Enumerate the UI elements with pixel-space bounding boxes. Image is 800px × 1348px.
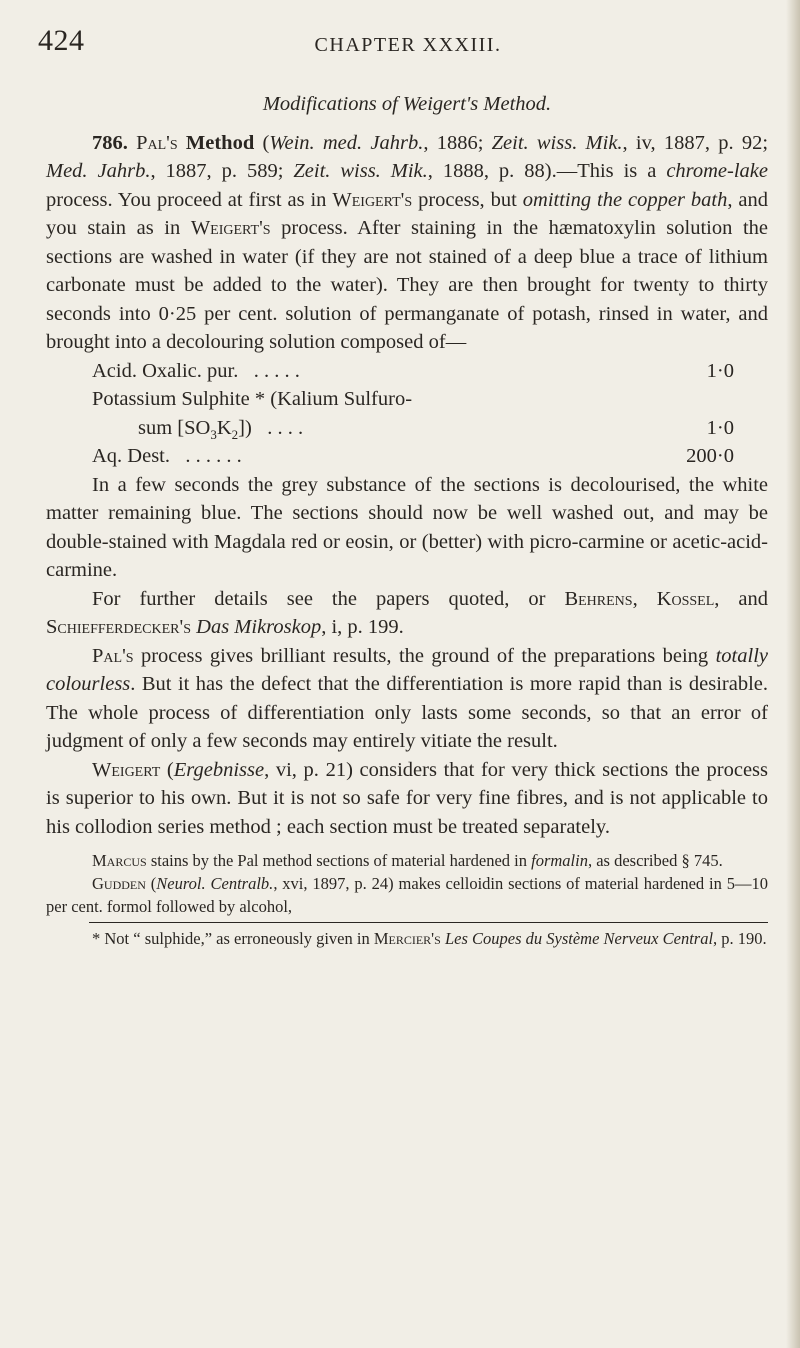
ingredient-label: Aq. Dest. xyxy=(92,445,171,467)
page-header xyxy=(38,24,778,60)
paragraph-weigert xyxy=(46,756,768,842)
recipe-quantity: 1·0 xyxy=(706,359,734,382)
recipe-row xyxy=(46,357,768,386)
emphasis: omitting the copper bath xyxy=(522,188,728,211)
citation: Zeit. wiss. Mik. xyxy=(293,160,428,182)
author-mercier: Mercier's xyxy=(373,929,441,948)
citation: Neurol. Centralb. xyxy=(156,874,274,893)
paragraph-decolourised: In a few seconds the grey substance of the sections is decolourised, the white matter remaining blue. The sections should now be well washed out, and may be double-stained with Magdala red or eosin, or (better) with picro-carmine or acetic-acid-carmine. xyxy=(46,473,768,581)
emphasis: chrome-lake xyxy=(666,160,769,182)
citation: Med. Jahrb. xyxy=(46,160,151,182)
author-pal: Pal's xyxy=(92,644,134,667)
emphasis: totally colourless xyxy=(46,644,768,695)
page-body xyxy=(46,90,768,950)
text-fragment: , 1886; xyxy=(423,131,492,154)
formula-part: ]) xyxy=(238,416,252,439)
text-fragment: , and xyxy=(714,587,768,610)
page-gutter-shadow xyxy=(786,0,800,1348)
citation: Zeit. wiss. Mik. xyxy=(491,131,623,154)
page-number: 424 xyxy=(38,24,85,57)
text-fragment: , xyxy=(632,587,657,610)
text-fragment: . But it has the defect that the differentiation is more rapid than is desirable. The whole process of differentiation only lasts some seconds, so that an error of judgment of only a few seconds may entirely vitiate the result. xyxy=(46,673,768,752)
recipe-ingredient: Potassium Sulphite * (Kalium Sulfuro- xyxy=(92,388,413,410)
recipe-quantity: 1·0 xyxy=(706,416,734,439)
recipe-ingredient xyxy=(92,442,242,471)
formula-part: sum [SO xyxy=(138,416,211,439)
text-fragment: process gives brilliant results, the ground of the preparations being xyxy=(133,644,716,667)
recipe-ingredient xyxy=(92,357,300,386)
paragraph-786 xyxy=(46,129,768,357)
formula-part: K xyxy=(216,416,232,439)
text-fragment: * Not “ sulphide,” as erroneously given in xyxy=(92,929,374,948)
text-fragment: , as described § 745. xyxy=(587,851,723,870)
method-label: Method xyxy=(185,131,255,154)
text-fragment: , p. 190. xyxy=(713,929,767,948)
text-fragment: process, but xyxy=(412,188,523,211)
recipe-row xyxy=(46,385,768,414)
text-fragment: stains by the Pal method sections of material hardened in xyxy=(146,851,532,870)
text-fragment: ( xyxy=(262,131,270,154)
recipe-table xyxy=(46,357,768,471)
author-weigert: Weigert's xyxy=(332,188,413,211)
author-marcus: Marcus xyxy=(92,851,147,870)
author-pal: Pal's xyxy=(136,131,178,154)
chapter-heading: CHAPTER XXXIII. xyxy=(314,34,502,56)
leader-dots: . . . . . . xyxy=(185,445,242,467)
leader-dots: . . . . . xyxy=(253,359,300,382)
leader-dots: . . . . xyxy=(267,416,304,439)
author-schiefferdecker: Schiefferdecker's xyxy=(46,616,192,638)
ingredient-label: Acid. Oxalic. pur. xyxy=(92,359,239,382)
section-number: 786. xyxy=(92,131,128,154)
book-title: Das Mikroskop xyxy=(196,616,322,638)
citation: Ergebnisse xyxy=(173,758,265,781)
section-subtitle: Modifications of Weigert's Method. xyxy=(262,93,552,115)
small-print-section xyxy=(46,849,768,950)
formula-subscript: 2 xyxy=(231,426,239,442)
author-weigert: Weigert's xyxy=(190,217,271,239)
text-fragment: , vi, p. 21) considers that for very thick sections the process is superior to his own. But it is not so safe for very fine fibres, and is not applicable to his collodion series method ; each section must be treated separately. xyxy=(46,758,769,838)
text-fragment: , iv, 1887, p. 92; xyxy=(622,131,769,154)
recipe-row xyxy=(46,414,768,443)
book-title: Les Coupes du Système Nerveux Central xyxy=(444,929,714,948)
footnote xyxy=(46,927,768,950)
text-fragment: , xvi, 1897, p. 24) makes celloidin sections of material hardened in 5—10 per cent. formol followed by alcohol, xyxy=(46,874,769,916)
paragraph-pal-process xyxy=(46,642,768,756)
recipe-quantity: 200·0 xyxy=(686,445,734,467)
author-behrens: Behrens xyxy=(564,587,633,610)
text-fragment: ( xyxy=(145,874,157,893)
paragraph-marcus xyxy=(46,849,768,872)
paragraph-further-details xyxy=(46,585,768,642)
author-kossel: Kossel xyxy=(656,587,715,610)
citation: Wein. med. Jahrb. xyxy=(269,131,424,154)
author-weigert: Weigert xyxy=(92,758,161,781)
author-gudden: Gudden xyxy=(92,874,146,893)
paragraph-gudden xyxy=(46,872,768,918)
text-fragment: ( xyxy=(160,758,174,781)
text-fragment: , i, p. 199. xyxy=(321,616,404,638)
text-fragment: process. You proceed at first as in xyxy=(46,188,333,211)
text-fragment: For further details see the papers quoted, or xyxy=(92,587,565,610)
text-fragment: process. After staining in the hæmatoxylin solution the sections are washed in water (if they are not stained of a deep blue a trace of lithium carbonate must be added to the water). They are then brought for twenty to thirty seconds into 0·25 per cent. solution of permanganate of potash, rinsed in water, and brought into a decolouring solution composed of— xyxy=(46,217,768,353)
text-fragment: , 1887, p. 589; xyxy=(150,160,294,182)
recipe-row xyxy=(46,442,768,471)
text-fragment: , and you stain as in xyxy=(46,188,768,239)
formula-subscript: 3 xyxy=(210,426,217,442)
footnote-rule xyxy=(89,922,768,923)
recipe-ingredient xyxy=(138,414,303,443)
text-fragment: , 1888, p. 88).—This is a xyxy=(427,160,667,182)
emphasis: formalin xyxy=(531,851,588,870)
